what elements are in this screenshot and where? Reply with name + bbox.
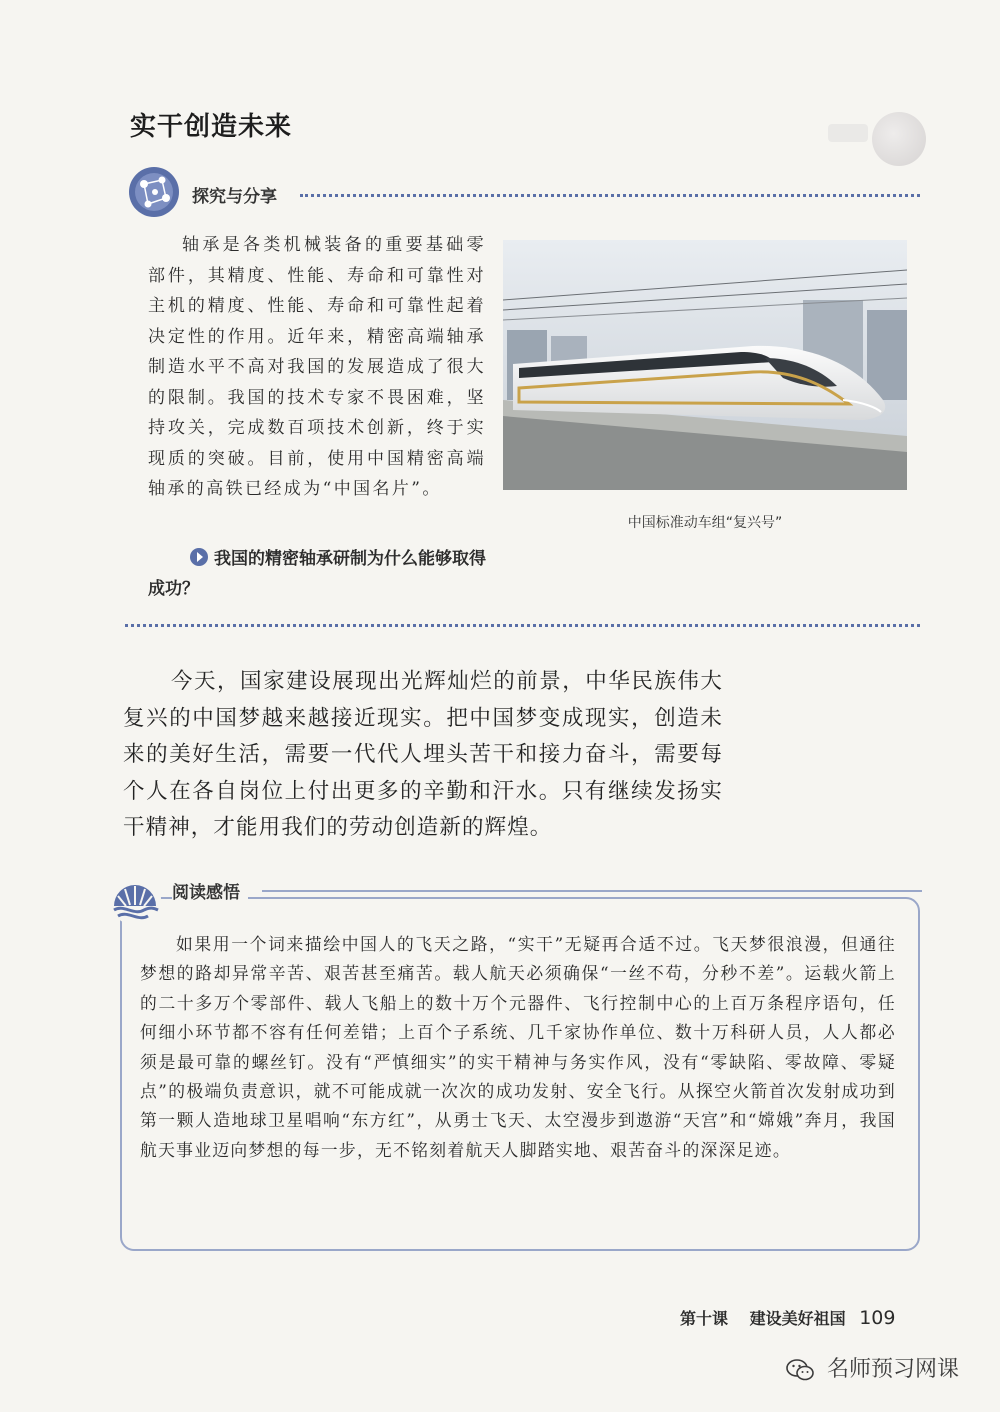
reading-icon (108, 872, 162, 926)
corner-circle-decor (872, 112, 926, 166)
reading-paragraph: 如果用一个词来描绘中国人的飞天之路，“实干”无疑再合适不过。飞天梦很浪漫，但通往梦想的路却异常辛苦、艰苦甚至痛苦。载人航天必须确保“一丝不苟，分秒不差”。运载火箭上的二十多万个零部件、载人飞船上的数十万个元器件、飞行控制中心的上百万条程序语句，任何细小环节都不容有任何差错；上百个子系统、几千家协作单位、数十万科研人员，人人都必须是最可靠的螺丝钉。没有“严慎细实”的实干精神与务实作风，没有“零缺陷、零故障、零疑点”的极端负责意识，就不可能成就一次次的成功发射、安全飞行。从探空火箭首次发射成功到第一颗人造地球卫星唱响“东方红”，从勇士飞天、太空漫步到遨游“天宫”和“嫦娥”奔月，我国航天事业迈向梦想的每一步，无不铭刻着航天人脚踏实地、艰苦奋斗的深深足迹。 (140, 934, 896, 1160)
wechat-icon (786, 1358, 814, 1382)
explore-icon (128, 166, 180, 218)
explore-paragraph: 轴承是各类机械装备的重要基础零部件，其精度、性能、寿命和可靠性对主机的精度、性能、寿命和可靠性起着决定性的作用。近年来，精密高端轴承制造水平不高对我国的发展造成了很大的限制。我国的技术专家不畏困难，坚持攻关，完成数百项技术创新，终于实现质的突破。目前，使用中国精密高端轴承的高铁已经成为“中国名片”。 (148, 235, 486, 499)
question-prompt: 我国的精密轴承研制为什么能够取得成功？ (148, 549, 486, 599)
dotted-divider (125, 624, 920, 627)
question-arrow-icon (190, 548, 208, 566)
reading-header-rule (262, 890, 922, 892)
watermark-text: 名师预习网课 (827, 1357, 960, 1382)
page-footer (680, 1306, 895, 1329)
photo-caption: 中国标准动车组“复兴号” (627, 515, 783, 531)
dotted-divider (300, 194, 920, 197)
watermark (786, 1352, 959, 1383)
lesson-title: 建设美好祖国 (749, 1309, 846, 1328)
section-title: 实干创造未来 (130, 112, 293, 142)
corner-tab-decor (828, 124, 868, 142)
explore-title: 探究与分享 (192, 187, 277, 207)
page-number: 109 (859, 1307, 896, 1329)
train-illustration (503, 240, 907, 490)
lesson-label: 第十课 (680, 1309, 729, 1328)
reading-title: 阅读感悟 (172, 878, 248, 903)
main-paragraph: 今天，国家建设展现出光辉灿烂的前景，中华民族伟大复兴的中国梦越来越接近现实。把中国梦变成现实，创造未来的美好生活，需要一代代人埋头苦干和接力奋斗，需要每个人在各自岗位上付出更多的辛勤和汗水。只有继续发扬实干精神，才能用我们的劳动创造新的辉煌。 (123, 669, 723, 840)
train-photo (503, 240, 907, 490)
